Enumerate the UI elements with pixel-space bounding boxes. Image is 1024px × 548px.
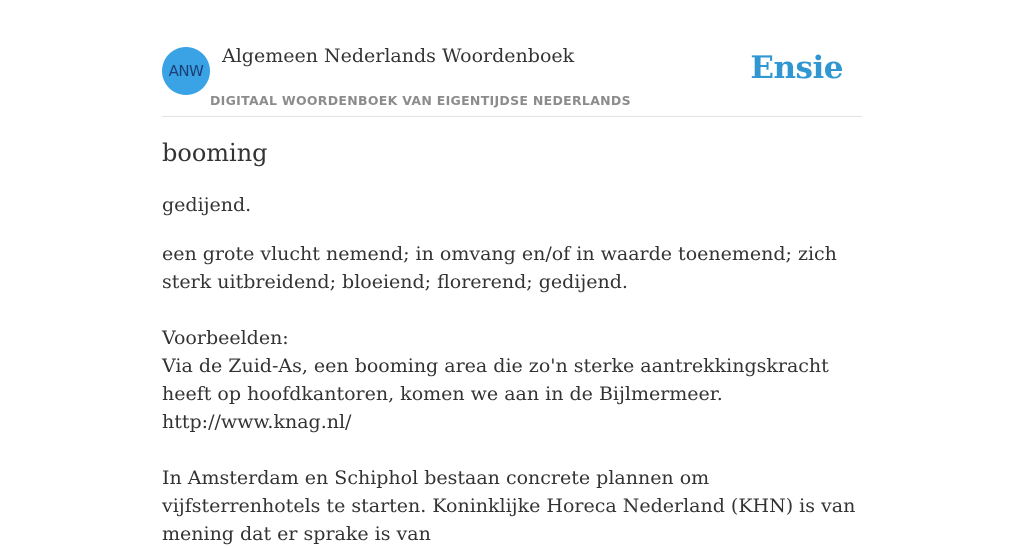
ensie-brand-link[interactable]: Ensie: [750, 50, 843, 86]
entry-headword: booming: [162, 139, 268, 167]
example-text: In Amsterdam en Schiphol bestaan concrete plannen om vijfsterrenhotels te starten. Koninklijke Horeca Nederland (KHN) is van mening dat er sprake is van: [162, 467, 856, 545]
short-definition: gedijend.: [162, 194, 252, 216]
page: [162, 0, 862, 545]
examples-label: Voorbeelden:: [162, 327, 289, 349]
anw-logo[interactable]: ANW: [162, 47, 210, 95]
example-source-link[interactable]: http://www.knag.nl/: [162, 411, 352, 433]
site-title[interactable]: Algemeen Nederlands Woordenboek: [222, 45, 575, 67]
site-subtitle: DIGITAAL WOORDENBOEK VAN EIGENTIJDSE NEDERLANDS: [210, 93, 631, 108]
definition-body: [162, 240, 862, 548]
definition-text: een grote vlucht nemend; in omvang en/of in waarde toenemend; zich sterk uitbreidend; bloeiend; florerend; gedijend.: [162, 243, 837, 293]
site-header: [162, 0, 862, 117]
example-text: Via de Zuid-As, een booming area die zo'n sterke aantrekkingskracht heeft op hoofdkantoren, komen we aan in de Bijlmermeer.: [162, 355, 829, 405]
